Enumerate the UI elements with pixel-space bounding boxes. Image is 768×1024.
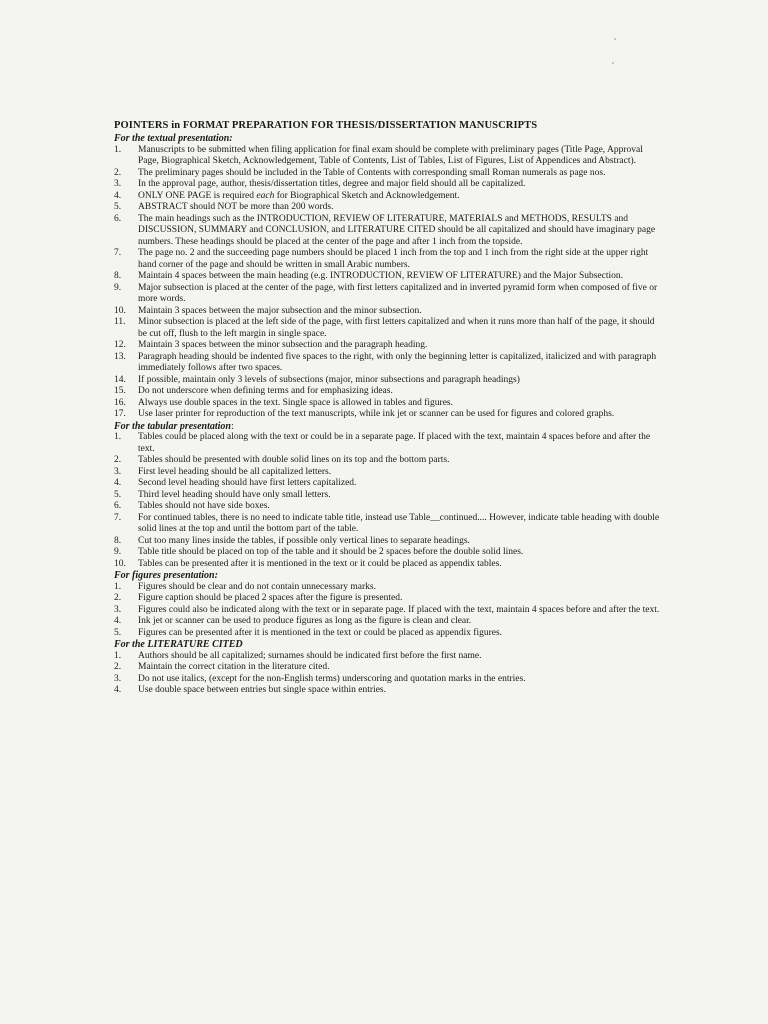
item-number: 8. [114, 271, 122, 281]
page-title: POINTERS in FORMAT PREPARATION FOR THESIS/DISSERTATION MANUSCRIPTS [114, 120, 538, 131]
list-item [114, 467, 664, 479]
item-text: Figures can be presented after it is mentioned in the text or could be placed as appendix figures. [138, 627, 503, 638]
list-item [114, 375, 664, 387]
list-item [114, 674, 664, 686]
list-item [114, 283, 664, 306]
list-item [114, 582, 664, 594]
list-item [114, 501, 664, 513]
item-text: Figure caption should be placed 2 spaces after the figure is presented. [138, 593, 403, 603]
item-text: Maintain 4 spaces between the main heading (e.g. INTRODUCTION, REVIEW OF LITERATURE) and the Major Subsection. [138, 271, 624, 281]
list-item [114, 386, 664, 398]
list-item [114, 145, 664, 168]
item-text: Table title should be placed on top of the table and it should be 2 spaces before the double solid lines. [138, 547, 524, 557]
item-number: 4. [114, 190, 122, 201]
item-number: 9. [114, 282, 122, 293]
item-number: 12. [114, 340, 126, 350]
section-heading-figures: For figures presentation: [114, 570, 218, 581]
item-number: 5. [114, 627, 122, 638]
item-text: Maintain 3 spaces between the minor subsection and the paragraph heading. [138, 340, 428, 350]
list-item [114, 248, 664, 271]
item-text: If possible, maintain only 3 levels of subsections (major, minor subsections and paragraph headings) [138, 374, 520, 385]
list-item [114, 168, 664, 180]
item-number: 2. [114, 167, 122, 178]
item-number: 6. [114, 213, 122, 224]
item-text: Tables can be presented after it is mentioned in the text or it could be placed as appendix tables. [138, 558, 502, 569]
item-text: Second level heading should have first letters capitalized. [138, 478, 357, 488]
item-text: Manuscripts to be submitted when filing application for final exam should be complete with preliminary pages (Title Page, Approval Page, Biographical Sketch, Acknowledgement, Table of Contents, List of Tables, List of Figures, List of Appendices and Abstract). [138, 144, 643, 166]
list-item [114, 317, 664, 340]
item-text: Cut too many lines inside the tables, if possible only vertical lines to separate headings. [138, 535, 470, 546]
list-item [114, 605, 664, 617]
list-item [114, 179, 664, 191]
list-item [114, 547, 664, 559]
item-number: 4. [114, 685, 122, 695]
item-text: Third level heading should have only small letters. [138, 489, 331, 500]
figures-list [114, 582, 664, 640]
item-text: Maintain the correct citation in the literature cited. [138, 662, 330, 672]
item-text: Paragraph heading should be indented five spaces to the right, with only the beginning letter is capitalized, italicized and with paragraph immediately follows after two spaces. [138, 351, 657, 373]
list-item [114, 662, 664, 674]
item-number: 8. [114, 535, 122, 546]
item-text: Use double space between entries but single space within entries. [138, 685, 386, 695]
item-text: The page no. 2 and the succeeding page numbers should be placed 1 inch from the top and 1 inch from the right side at the upper right hand corner of the page and should be written in small Arabic numbers. [138, 248, 649, 270]
list-item [114, 398, 664, 410]
list-item [114, 536, 664, 548]
item-number: 5. [114, 202, 122, 212]
section-heading-text: For the tabular presentation [114, 420, 231, 432]
item-text: The main headings such as the INTRODUCTION, REVIEW OF LITERATURE, MATERIALS and METHODS, RESULTS and DISCUSSION, SUMMARY and CONCLUSION, and LITERATURE CITED should be all capitalized and should have imaginary page numbers. These headings should be placed at the center of the page and after 1 inch from the topside. [138, 213, 656, 247]
list-item [114, 271, 664, 283]
list-item [114, 616, 664, 628]
section-heading-literature: For the LITERATURE CITED [114, 639, 243, 650]
item-number: 14. [114, 374, 126, 385]
tabular-list [114, 432, 664, 570]
item-text: Tables should be presented with double solid lines on its top and the bottom parts. [138, 455, 450, 465]
literature-list [114, 651, 664, 697]
list-item [114, 409, 664, 421]
item-text: Tables should not have side boxes. [138, 501, 270, 511]
item-text: Ink jet or scanner can be used to produce figures as long as the figure is clean and clear. [138, 616, 472, 626]
item-text: ABSTRACT should NOT be more than 200 words. [138, 202, 334, 212]
item-number: 10. [114, 558, 126, 569]
item-text: In the approval page, author, thesis/dissertation titles, degree and major field should all be capitalized. [138, 179, 526, 189]
list-item [114, 214, 664, 249]
item-text: For continued tables, there is no need to indicate table title, instead use Table__continued.... However, indicate table heading with double solid lines at the top and until the bottom part of the table. [138, 512, 660, 534]
list-item [114, 202, 664, 214]
item-number: 1. [114, 144, 122, 155]
list-item [114, 455, 664, 467]
list-item [114, 685, 664, 697]
item-text: Maintain 3 spaces between the major subsection and the minor subsection. [138, 305, 422, 316]
item-text: Minor subsection is placed at the left side of the page, with first letters capitalized and when it runs more than half of the page, it should be cut off, flush to the left margin in single space. [138, 317, 655, 339]
list-item [114, 490, 664, 502]
item-number: 3. [114, 179, 122, 189]
item-number: 4. [114, 616, 122, 626]
section-heading-tabular [114, 421, 664, 433]
scan-speck [612, 62, 614, 64]
item-number: 2. [114, 593, 122, 603]
item-text: Major subsection is placed at the center of the page, with first letters capitalized and in inverted pyramid form when composed of five or more words. [138, 282, 658, 304]
item-number: 11. [114, 317, 126, 327]
item-number: 13. [114, 351, 126, 362]
item-text: First level heading should be all capitalized letters. [138, 466, 332, 477]
item-text: Figures could also be indicated along with the text or in separate page. If placed with the text, maintain 4 spaces before and after the text. [138, 604, 660, 615]
list-item [114, 352, 664, 375]
list-item [114, 651, 664, 663]
item-number: 16. [114, 397, 126, 408]
item-text: Always use double spaces in the text. Single space is allowed in tables and figures. [138, 397, 454, 408]
item-number: 15. [114, 386, 126, 396]
item-text: Authors should be all capitalized; surnames should be indicated first before the first name. [138, 650, 482, 661]
item-number: 2. [114, 662, 122, 672]
item-text: Figures should be clear and do not contain unnecessary marks. [138, 581, 376, 592]
item-number: 2. [114, 455, 122, 465]
item-number: 6. [114, 501, 122, 511]
item-number: 9. [114, 547, 122, 557]
item-text: Do not use italics, (except for the non-English terms) underscoring and quotation marks in the entries. [138, 673, 526, 684]
list-item [114, 306, 664, 318]
list-item [114, 513, 664, 536]
item-text: for Biographical Sketch and Acknowledgement. [274, 190, 460, 201]
list-item [114, 478, 664, 490]
item-number: 1. [114, 650, 122, 661]
item-number: 1. [114, 581, 122, 592]
item-number: 3. [114, 673, 122, 684]
document-page [114, 120, 664, 697]
section-heading-textual: For the textual presentation: [114, 133, 233, 144]
list-item [114, 340, 664, 352]
item-number: 1. [114, 432, 122, 442]
item-number: 17. [114, 409, 126, 419]
item-text: Tables could be placed along with the text or could be in a separate page. If placed with the text, maintain 4 spaces before and after the text. [138, 432, 651, 454]
item-text: Use laser printer for reproduction of the text manuscripts, while ink jet or scanner can be used for figures and colored graphs. [138, 409, 615, 419]
item-emphasis: each [256, 190, 275, 201]
item-text: ONLY ONE PAGE is required [138, 190, 257, 201]
item-number: 5. [114, 489, 122, 500]
item-number: 7. [114, 248, 122, 258]
list-item [114, 432, 664, 455]
list-item [114, 593, 664, 605]
scan-speck [614, 38, 616, 40]
list-item [114, 559, 664, 571]
item-number: 4. [114, 478, 122, 488]
item-number: 10. [114, 305, 126, 316]
list-item [114, 191, 664, 203]
textual-list [114, 145, 664, 421]
section-heading-colon: : [230, 420, 234, 432]
list-item [114, 628, 664, 640]
item-text: The preliminary pages should be included in the Table of Contents with corresponding small Roman numerals as page nos. [138, 167, 606, 178]
item-number: 3. [114, 466, 122, 477]
item-text: Do not underscore when defining terms and for emphasizing ideas. [138, 386, 393, 396]
item-number: 7. [114, 512, 122, 523]
item-number: 3. [114, 604, 122, 615]
